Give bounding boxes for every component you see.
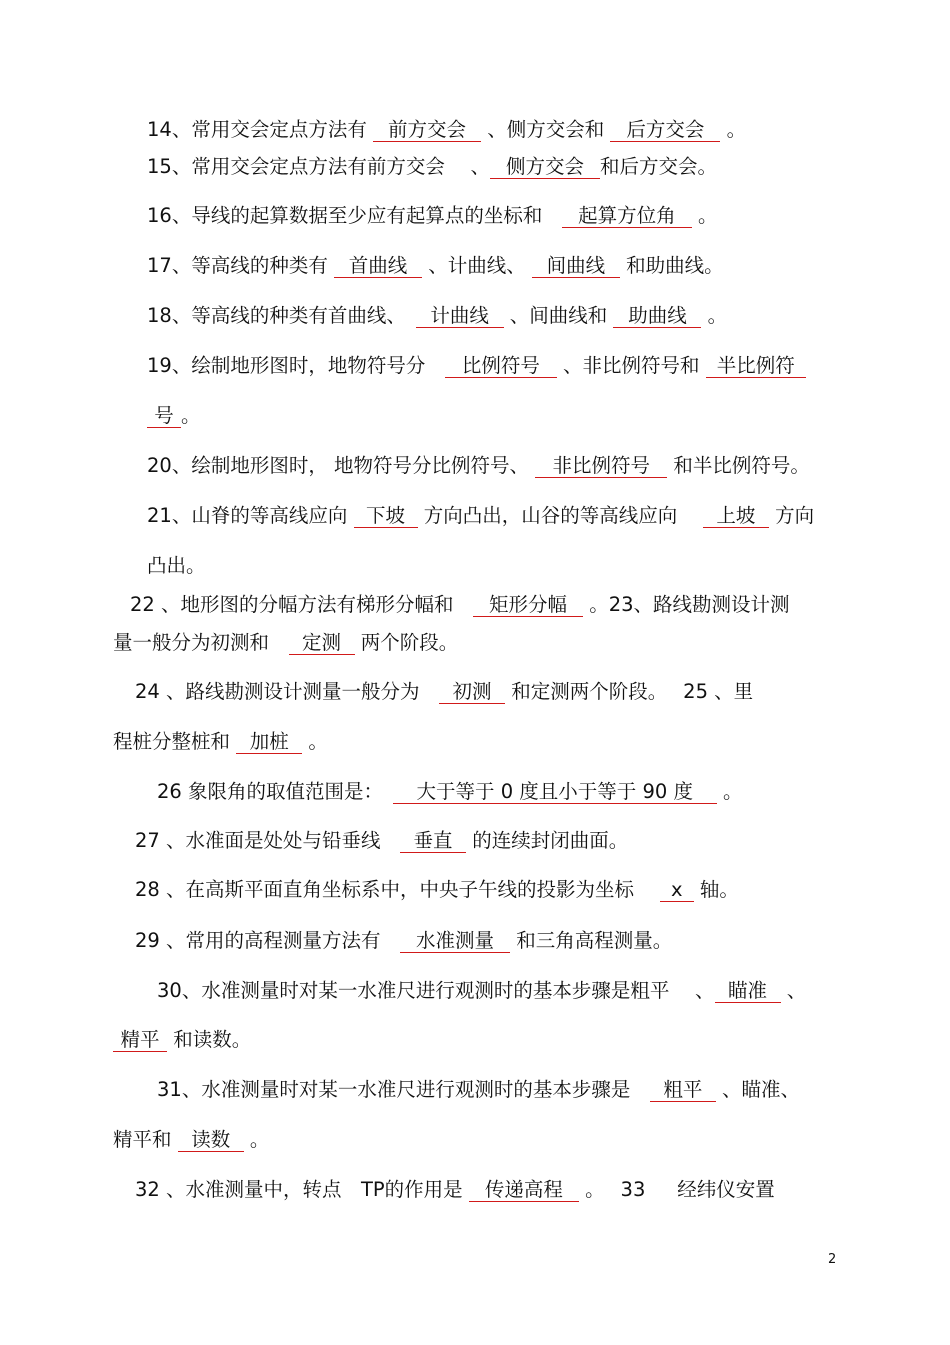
question-text: 。 33 经纬仪安置 [578,1178,775,1201]
question-text: 和定测两个阶段。 25 、里 [505,680,754,703]
question-line [147,253,724,279]
answer-blank: 上坡 [703,505,769,528]
question-line [135,928,672,954]
question-line [135,679,753,705]
question-line [135,1177,775,1203]
question-line [157,978,806,1004]
question-text: 20、绘制地形图时， 地物符号分比例符号、 [147,454,536,477]
question-text: 和读数。 [167,1028,252,1051]
question-text: 和半比例符号。 [667,454,810,477]
question-text: 28 、在高斯平面直角坐标系中，中央子午线的投影为坐标 [135,878,660,901]
question-line [147,117,746,143]
question-text: 。 [691,204,718,227]
question-text: 和助曲线。 [619,254,724,277]
question-line [157,779,742,805]
answer-blank: 计曲线 [416,305,504,328]
question-line [147,553,206,579]
question-text: 和后方交会。 [600,155,718,178]
question-text: 22 、地形图的分幅方法有梯形分幅和 [130,593,474,616]
answer-blank: x [660,879,694,902]
question-text: 方向凸出，山谷的等高线应向 [417,504,703,527]
question-text: 18、等高线的种类有首曲线、 [147,304,416,327]
question-line [147,303,727,329]
question-text: 。 [701,304,728,327]
question-line [147,403,201,429]
answer-blank: 粗平 [650,1079,716,1102]
answer-blank: 瞄准 [715,980,781,1003]
question-text: 。 [720,118,747,141]
question-text: 。 [243,1128,270,1151]
answer-blank: 非比例符号 [535,455,667,478]
question-text: 19、绘制地形图时，地物符号分 [147,354,445,377]
question-text: 。23、路线勘测设计测 [583,593,790,616]
question-text: 和三角高程测量。 [510,929,673,952]
page-number: 2 [828,1252,837,1267]
answer-blank: 比例符号 [445,355,557,378]
question-text: 。 [716,780,743,803]
question-line [157,1077,800,1103]
question-text: 26 象限角的取值范围是： [157,780,393,803]
answer-blank: 下坡 [354,505,418,528]
answer-blank: 侧方交会 [490,156,600,179]
question-text: 、非比例符号和 [556,354,706,377]
question-line [147,203,718,229]
question-text: 程桩分整桩和 [113,730,237,753]
question-text: 17、等高线的种类有 [147,254,335,277]
question-text: 29 、常用的高程测量方法有 [135,929,401,952]
question-line [113,630,458,656]
answer-blank: 精平 [113,1029,167,1052]
question-text: 32 、水准测量中，转点 TP的作用是 [135,1178,469,1201]
question-line [147,503,814,529]
answer-blank: 间曲线 [532,255,620,278]
question-line [147,453,810,479]
question-text: 轴。 [693,878,739,901]
question-line [113,729,328,755]
question-text: 31、水准测量时对某一水准尺进行观测时的基本步骤是 [157,1078,650,1101]
question-text: 14、常用交会定点方法有 [147,118,374,141]
answer-blank: 首曲线 [334,255,422,278]
answer-blank: 半比例符 [706,355,806,378]
question-text: 。 [302,730,328,753]
answer-blank: 水准测量 [400,930,510,953]
question-text: 30、水准测量时对某一水准尺进行观测时的基本步骤是粗平 、 [157,979,715,1002]
answer-blank: 加桩 [236,731,302,754]
question-text: 24 、路线勘测设计测量一般分为 [135,680,440,703]
question-text: 15、常用交会定点方法有前方交会 、 [147,155,491,178]
question-text: 、侧方交会和 [481,118,611,141]
answer-blank: 传递高程 [469,1179,579,1202]
answer-blank: 定测 [289,632,355,655]
answer-blank: 垂直 [400,830,466,853]
question-line [147,154,717,180]
question-line [113,1127,269,1153]
question-text: 21、山脊的等高线应向 [147,504,354,527]
question-text: 量一般分为初测和 [113,631,289,654]
question-text: 、 [780,979,807,1002]
answer-blank: 起算方位角 [562,205,692,228]
answer-blank: 矩形分幅 [473,594,583,617]
question-text: 、间曲线和 [503,304,614,327]
question-line [130,592,790,618]
answer-blank: 前方交会 [373,119,481,142]
answer-blank: 号 [147,405,181,428]
question-text: 16、导线的起算数据至少应有起算点的坐标和 [147,204,562,227]
question-text: 、瞄准、 [715,1078,801,1101]
question-text: 精平和 [113,1128,178,1151]
question-text: 凸出。 [147,554,206,577]
answer-blank: 后方交会 [610,119,720,142]
answer-blank: 大于等于 0 度且小于等于 90 度 [393,781,717,804]
question-text: 两个阶段。 [354,631,459,654]
question-text: 、计曲线、 [422,254,532,277]
question-line [113,1027,251,1053]
question-text: 27 、水准面是处处与铅垂线 [135,829,401,852]
answer-blank: 初测 [439,681,505,704]
question-text: 方向 [768,504,815,527]
question-line [135,877,739,903]
answer-blank: 读数 [178,1129,244,1152]
answer-blank: 助曲线 [613,305,701,328]
question-line [147,353,806,379]
question-text: 。 [181,404,201,427]
question-text: 的连续封闭曲面。 [466,829,629,852]
question-line [135,828,628,854]
